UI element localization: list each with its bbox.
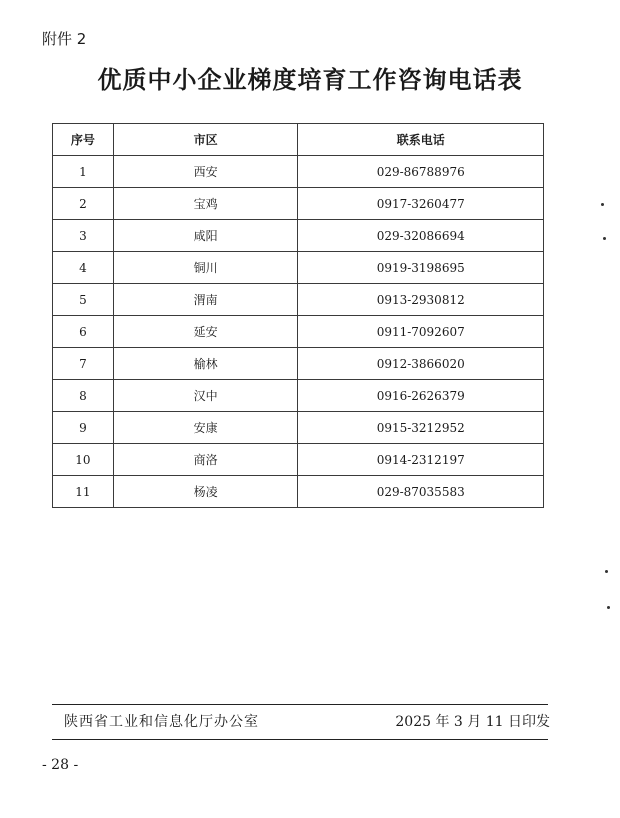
- scan-speck: [605, 570, 608, 573]
- cell-city: 铜川: [113, 252, 298, 284]
- cell-phone: 0911-7092607: [298, 316, 544, 348]
- cell-phone: 029-32086694: [298, 220, 544, 252]
- cell-city: 汉中: [113, 380, 298, 412]
- cell-index: 7: [53, 348, 114, 380]
- table-row: [53, 188, 544, 220]
- cell-city: 安康: [113, 412, 298, 444]
- column-header-index: 序号: [53, 124, 114, 156]
- attachment-label: 附件 2: [42, 30, 87, 48]
- column-header-city: 市区: [113, 124, 298, 156]
- cell-index: 9: [53, 412, 114, 444]
- cell-phone: 029-87035583: [298, 476, 544, 508]
- issuer-name: 陕西省工业和信息化厅办公室: [64, 714, 259, 730]
- cell-index: 4: [53, 252, 114, 284]
- cell-phone: 0914-2312197: [298, 444, 544, 476]
- cell-index: 5: [53, 284, 114, 316]
- column-header-phone: 联系电话: [298, 124, 544, 156]
- cell-index: 1: [53, 156, 114, 188]
- cell-phone: 0917-3260477: [298, 188, 544, 220]
- scan-speck: [607, 606, 610, 609]
- cell-index: 6: [53, 316, 114, 348]
- print-date: 2025 年 3 月 11 日印发: [395, 714, 550, 730]
- cell-phone: 0915-3212952: [298, 412, 544, 444]
- page-number: - 28 -: [42, 757, 79, 773]
- table-row: [53, 316, 544, 348]
- cell-city: 榆林: [113, 348, 298, 380]
- footer-bottom-rule: [52, 739, 548, 740]
- cell-phone: 0916-2626379: [298, 380, 544, 412]
- cell-city: 延安: [113, 316, 298, 348]
- cell-city: 咸阳: [113, 220, 298, 252]
- cell-index: 3: [53, 220, 114, 252]
- scan-speck: [601, 203, 604, 206]
- table-row: [53, 412, 544, 444]
- cell-city: 杨凌: [113, 476, 298, 508]
- document-title: 优质中小企业梯度培育工作咨询电话表: [97, 65, 523, 94]
- cell-city: 商洛: [113, 444, 298, 476]
- cell-index: 11: [53, 476, 114, 508]
- cell-index: 2: [53, 188, 114, 220]
- table-row: [53, 444, 544, 476]
- footer-top-rule: [52, 704, 548, 705]
- table-row: [53, 380, 544, 412]
- table-row: [53, 348, 544, 380]
- scan-speck: [603, 237, 606, 240]
- table-header-row: [53, 124, 544, 156]
- cell-phone: 029-86788976: [298, 156, 544, 188]
- table-row: [53, 220, 544, 252]
- cell-phone: 0913-2930812: [298, 284, 544, 316]
- cell-city: 渭南: [113, 284, 298, 316]
- cell-phone: 0919-3198695: [298, 252, 544, 284]
- cell-city: 宝鸡: [113, 188, 298, 220]
- table-row: [53, 284, 544, 316]
- phone-table: [52, 123, 544, 508]
- cell-phone: 0912-3866020: [298, 348, 544, 380]
- cell-index: 10: [53, 444, 114, 476]
- table-row: [53, 252, 544, 284]
- table-row: [53, 156, 544, 188]
- cell-index: 8: [53, 380, 114, 412]
- table-body: [53, 156, 544, 508]
- cell-city: 西安: [113, 156, 298, 188]
- table-row: [53, 476, 544, 508]
